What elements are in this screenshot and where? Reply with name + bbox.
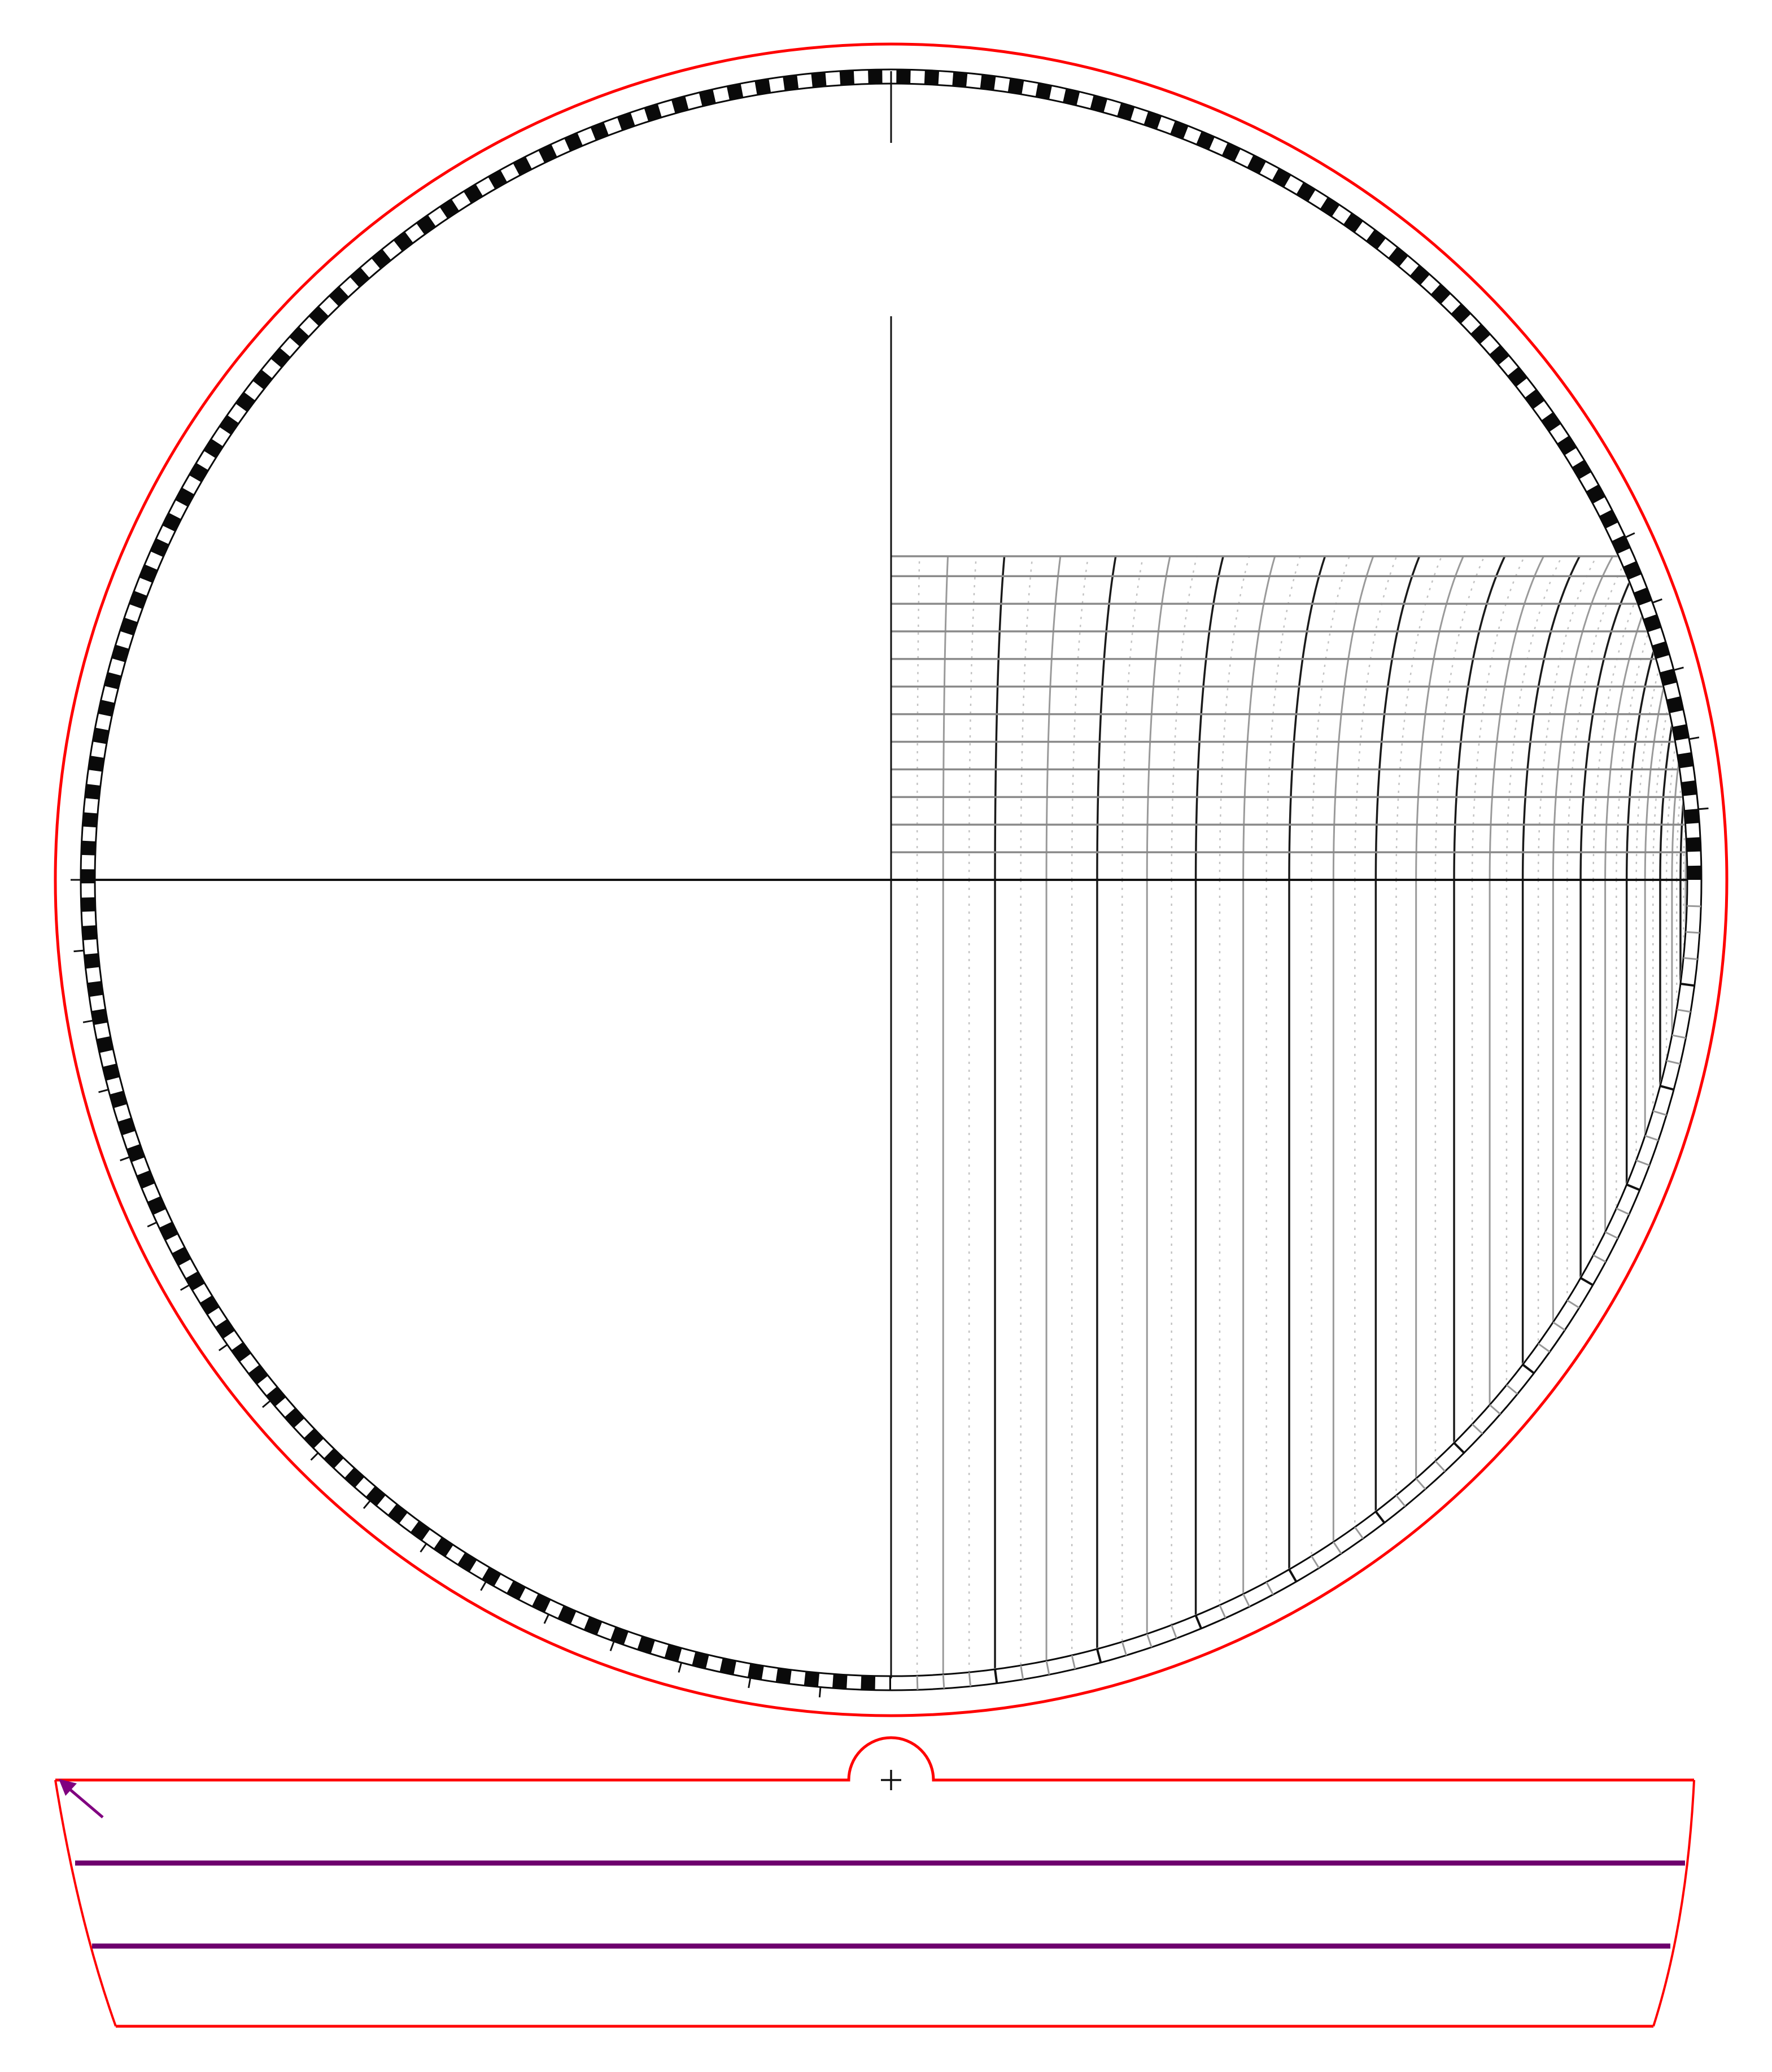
- latitude-tick: [263, 1401, 270, 1407]
- latitude-tick: [147, 1222, 156, 1227]
- latitude-tick: [819, 1687, 820, 1698]
- declination-tick: [1689, 738, 1699, 739]
- duration-scale-tick: [1396, 1495, 1405, 1506]
- ruler-left-edge: [55, 1780, 116, 2026]
- pivot-cross-icon: [881, 1770, 901, 1790]
- hour-grid-curve-upper: [1472, 556, 1525, 880]
- hour-grid-curve-upper: [1122, 556, 1143, 880]
- duration-scale-tick: [1122, 1642, 1126, 1655]
- duration-scale-tick: [1581, 1278, 1593, 1285]
- duration-scale-tick: [1435, 1461, 1445, 1471]
- hour-grid-curve-upper: [1490, 556, 1543, 880]
- duration-scale-tick: [1660, 1086, 1674, 1089]
- hour-grid-curve-upper: [1435, 556, 1485, 880]
- ruler-piece: [55, 1738, 1694, 2026]
- hour-grid-curve-upper: [1046, 556, 1060, 880]
- hour-grid-curve-upper: [1687, 556, 1759, 880]
- hour-grid-curve-upper: [943, 556, 948, 880]
- latitude-tick: [120, 1157, 130, 1161]
- duration-scale-tick: [1172, 1625, 1177, 1638]
- duration-scale-tick: [1653, 1111, 1666, 1115]
- hour-grid-curve-upper: [1616, 556, 1682, 880]
- latitude-tick: [421, 1543, 426, 1552]
- hour-grid-curve-upper: [1172, 556, 1197, 880]
- hour-grid-curve-upper: [1289, 556, 1325, 880]
- latitude-tick: [74, 950, 84, 952]
- latitude-tick: [219, 1345, 228, 1350]
- hour-grid-curve-upper: [1072, 556, 1088, 880]
- hour-grid-curve-upper: [1681, 556, 1752, 880]
- duration-scale-tick: [1507, 1385, 1517, 1394]
- duration-scale-tick: [1672, 1035, 1686, 1038]
- hour-grid-curve-upper: [1021, 556, 1033, 880]
- hour-grid-curve-upper: [1581, 556, 1643, 880]
- duration-scale-tick: [1681, 984, 1695, 985]
- hour-grid-curve-upper: [1523, 556, 1580, 880]
- hour-grid-curve-upper: [1686, 556, 1757, 880]
- hour-grid-curve-upper: [1454, 556, 1505, 880]
- duration-scale-tick: [1021, 1665, 1023, 1680]
- duration-scale-tick: [1289, 1569, 1297, 1582]
- latitude-arrow-icon: [59, 1779, 103, 1817]
- duration-scale-tick: [1666, 1061, 1680, 1064]
- hour-grid-curve-upper: [1097, 556, 1116, 880]
- ruler-top-edge: [55, 1738, 1694, 1780]
- duration-scale-tick: [1553, 1322, 1565, 1330]
- latitude-tick: [83, 1020, 93, 1022]
- duration-scale-tick: [1416, 1478, 1425, 1489]
- hour-grid-curve-upper: [969, 556, 976, 880]
- latitude-tick: [610, 1641, 614, 1651]
- hour-grid-curve-upper: [1220, 556, 1249, 880]
- duration-scale-tick: [1196, 1616, 1202, 1629]
- duration-scale-tick: [995, 1669, 997, 1683]
- duration-scale-tick: [1636, 1161, 1649, 1166]
- latitude-scale: [71, 880, 820, 1697]
- duration-scale-tick: [1376, 1512, 1384, 1523]
- duration-scale-tick: [1686, 932, 1700, 933]
- declination-tick: [1674, 668, 1683, 670]
- duration-scale-tick: [1605, 1232, 1618, 1238]
- hour-grid-curve-upper: [1312, 556, 1350, 880]
- latitude-tick: [481, 1582, 486, 1591]
- nomogram-grid: [891, 556, 1759, 1676]
- latitude-tick: [679, 1663, 682, 1672]
- duration-scale-tick: [1472, 1424, 1482, 1434]
- hour-grid-curve-upper: [1687, 556, 1758, 880]
- duration-scale-tick: [1097, 1649, 1101, 1663]
- duration-scale-tick: [1567, 1301, 1579, 1308]
- hour-grid-curve-upper: [917, 556, 919, 880]
- duration-scale-ticks: [917, 906, 1701, 1690]
- duration-scale-tick: [1220, 1605, 1225, 1618]
- duration-scale-tick: [1627, 1185, 1640, 1190]
- ruler-right-edge: [1653, 1780, 1694, 2026]
- latitude-tick: [99, 1089, 108, 1092]
- duration-scale-tick: [917, 1676, 918, 1690]
- duration-scale-tick: [1538, 1343, 1550, 1352]
- hour-grid-curve-upper: [1683, 556, 1754, 880]
- latitude-tick: [311, 1453, 318, 1460]
- hour-grid-curve-upper: [1196, 556, 1224, 880]
- hour-grid-curve-upper: [1567, 556, 1628, 880]
- hour-grid-curve-upper: [1147, 556, 1170, 880]
- duration-scale-tick: [943, 1674, 944, 1689]
- hour-grid-curve-upper: [1333, 556, 1373, 880]
- latitude-tick: [749, 1678, 750, 1688]
- duration-scale-tick: [1312, 1556, 1319, 1568]
- latitude-tick: [181, 1285, 190, 1290]
- duration-scale-tick: [1490, 1405, 1500, 1414]
- duration-scale-tick: [1594, 1255, 1606, 1262]
- duration-scale-tick: [1355, 1527, 1363, 1538]
- duration-scale-tick: [1333, 1542, 1341, 1554]
- latitude-tick: [544, 1615, 549, 1624]
- duration-scale-tick: [1616, 1209, 1629, 1214]
- duration-scale-tick: [1147, 1634, 1151, 1647]
- declination-tick: [1699, 808, 1709, 809]
- duration-scale-tick: [1683, 958, 1697, 959]
- duration-scale-tick: [969, 1672, 970, 1686]
- duration-scale-tick: [1677, 1010, 1691, 1012]
- hour-grid-curve-upper: [1538, 556, 1596, 880]
- duration-scale-tick: [1523, 1364, 1534, 1373]
- hour-grid-curve-upper: [1594, 556, 1657, 880]
- duration-scale-tick: [1072, 1655, 1075, 1669]
- duration-scale-tick: [1267, 1582, 1273, 1595]
- duration-scale-tick: [1243, 1594, 1250, 1607]
- declination-tick: [1626, 533, 1635, 538]
- hour-grid-curve-upper: [995, 556, 1005, 880]
- latitude-tick: [364, 1500, 370, 1508]
- duration-scale-tick: [1454, 1443, 1464, 1453]
- duration-scale-tick: [1645, 1136, 1658, 1140]
- hour-grid-curve-upper: [1416, 556, 1464, 880]
- duration-scale-tick: [1046, 1661, 1049, 1675]
- hour-grid-curve-upper: [1553, 556, 1613, 880]
- hour-grid-curve-upper: [1243, 556, 1275, 880]
- declination-tick: [1652, 599, 1662, 603]
